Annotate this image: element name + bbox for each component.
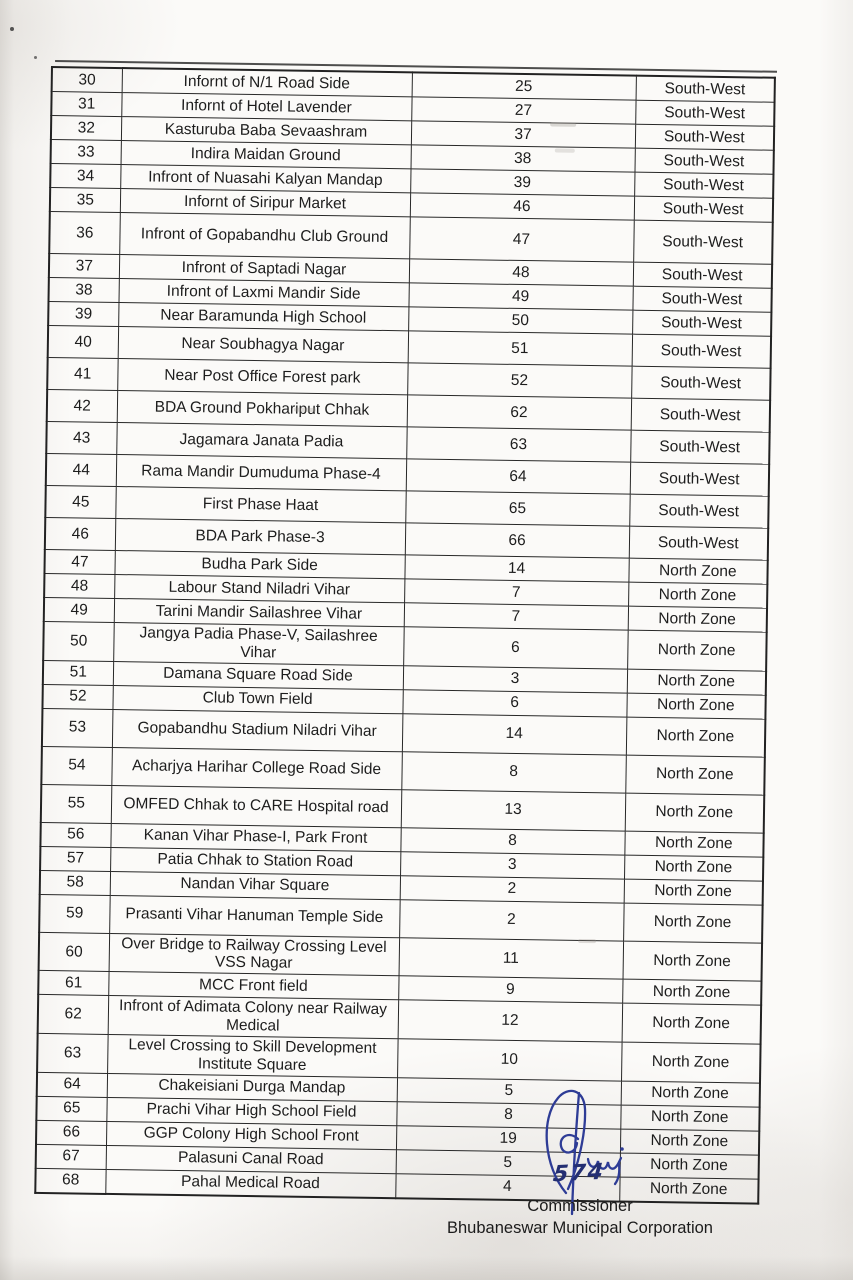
cell-serial-no: 61 xyxy=(38,971,108,996)
cell-serial-no: 59 xyxy=(39,894,110,933)
cell-serial-no: 32 xyxy=(51,116,121,141)
cell-location: Jangya Padia Phase-V, Sailashree Vihar xyxy=(113,622,404,665)
cell-location: Patia Chhak to Station Road xyxy=(110,847,400,875)
cell-zone: North Zone xyxy=(624,879,763,905)
scan-smudge xyxy=(294,408,316,412)
cell-location: Kasturuba Baba Sevaashram xyxy=(121,117,411,145)
cell-location: Over Bridge to Railway Crossing Level VSS Nagar xyxy=(109,933,400,976)
cell-serial-no: 68 xyxy=(35,1168,105,1194)
cell-zone: North Zone xyxy=(622,1003,762,1044)
cell-zone: North Zone xyxy=(622,979,761,1005)
cell-zone: North Zone xyxy=(626,693,765,719)
cell-zone: South-West xyxy=(632,286,771,312)
cell-location: BDA Ground Pokhariput Chhak xyxy=(117,391,407,427)
cell-zone: South-West xyxy=(633,262,772,288)
cell-zone: North Zone xyxy=(626,717,766,757)
cell-location: Tarini Mandir Sailashree Vihar xyxy=(114,598,404,626)
cell-zone: South-West xyxy=(632,334,771,368)
cell-serial-no: 58 xyxy=(40,870,110,895)
cell-count: 7 xyxy=(404,603,628,630)
cell-serial-no: 49 xyxy=(44,597,114,622)
cell-serial-no: 48 xyxy=(44,573,114,598)
cell-count: 4 xyxy=(395,1173,619,1201)
cell-location: First Phase Haat xyxy=(115,487,405,523)
cell-serial-no: 65 xyxy=(36,1096,106,1121)
cell-location: Jagamara Janata Padia xyxy=(116,423,406,459)
cell-zone: South-West xyxy=(630,430,769,464)
cell-zone: South-West xyxy=(634,172,773,198)
cell-serial-no: 64 xyxy=(37,1072,107,1097)
cell-serial-no: 41 xyxy=(47,357,117,390)
cell-zone: South-West xyxy=(632,310,771,336)
cell-location: Prasanti Vihar Hanuman Temple Side xyxy=(109,895,400,937)
handwritten-page-mark: 574 xyxy=(551,1159,607,1188)
cell-serial-no: 53 xyxy=(42,708,113,747)
cell-zone: North Zone xyxy=(620,1153,759,1179)
cell-serial-no: 56 xyxy=(40,822,110,847)
cell-count: 9 xyxy=(398,976,622,1003)
cell-serial-no: 30 xyxy=(52,67,122,93)
cell-count: 12 xyxy=(398,1000,623,1042)
cell-serial-no: 34 xyxy=(50,164,120,189)
cell-zone: South-West xyxy=(633,220,773,264)
cell-count: 10 xyxy=(397,1039,622,1081)
cell-zone: North Zone xyxy=(621,1081,760,1107)
cell-zone: South-West xyxy=(634,196,773,222)
cell-zone: North Zone xyxy=(621,1042,761,1083)
cell-count: 64 xyxy=(406,459,630,494)
cell-zone: North Zone xyxy=(624,831,763,857)
cell-serial-no: 57 xyxy=(40,846,110,871)
cell-location: Damana Square Road Side xyxy=(113,661,403,689)
scan-smudge xyxy=(555,148,575,152)
cell-count: 2 xyxy=(400,875,624,902)
cell-count: 5 xyxy=(397,1077,621,1104)
cell-zone: South-West xyxy=(631,398,770,432)
cell-location: Kanan Vihar Phase-I, Park Front xyxy=(110,823,400,851)
cell-serial-no: 45 xyxy=(45,485,115,518)
cell-serial-no: 51 xyxy=(43,660,113,685)
locations-table xyxy=(34,66,776,1204)
cell-count: 6 xyxy=(402,689,626,716)
cell-serial-no: 63 xyxy=(37,1033,108,1073)
cell-location: Labour Stand Niladri Vihar xyxy=(114,574,404,602)
cell-zone: South-West xyxy=(634,148,773,174)
scan-smudge xyxy=(578,939,596,943)
table-body xyxy=(35,67,775,1203)
cell-location: Infront of Adimata Colony near Railway Medical xyxy=(108,996,399,1039)
cell-zone: South-West xyxy=(630,462,769,496)
cell-count: 8 xyxy=(396,1101,620,1128)
cell-location: BDA Park Phase-3 xyxy=(115,519,405,555)
cell-zone: North Zone xyxy=(625,793,765,833)
cell-location: Acharjya Harihar College Road Side xyxy=(111,747,402,789)
cell-serial-no: 46 xyxy=(45,517,115,550)
cell-serial-no: 38 xyxy=(49,277,119,302)
cell-location: Budha Park Side xyxy=(114,551,404,579)
cell-count: 39 xyxy=(410,169,634,196)
cell-serial-no: 55 xyxy=(41,784,112,823)
cell-serial-no: 67 xyxy=(36,1144,106,1169)
cell-zone: North Zone xyxy=(627,630,767,671)
signature-title: Commissioner xyxy=(527,1197,633,1215)
cell-count: 65 xyxy=(405,491,629,526)
cell-zone: North Zone xyxy=(625,755,765,795)
cell-zone: South-West xyxy=(635,124,774,150)
cell-count: 46 xyxy=(410,193,634,220)
cell-count: 7 xyxy=(404,579,628,606)
cell-count: 19 xyxy=(396,1125,620,1152)
cell-serial-no: 31 xyxy=(51,92,121,117)
scan-speck xyxy=(34,56,37,59)
scan-speck xyxy=(10,27,14,31)
cell-zone: North Zone xyxy=(628,558,767,584)
cell-count: 27 xyxy=(411,97,635,124)
cell-zone: North Zone xyxy=(628,606,767,632)
cell-location: Palasuni Canal Road xyxy=(106,1145,396,1173)
cell-count: 37 xyxy=(411,121,635,148)
cell-count: 51 xyxy=(408,331,632,366)
cell-serial-no: 35 xyxy=(50,188,120,213)
signature-organization: Bhubaneswar Municipal Corporation xyxy=(447,1219,713,1237)
cell-location: Near Baramunda High School xyxy=(118,303,408,331)
scan-smudge xyxy=(550,122,576,126)
cell-location: Infront of Laxmi Mandir Side xyxy=(118,279,408,307)
cell-count: 25 xyxy=(412,72,636,100)
cell-serial-no: 66 xyxy=(36,1120,106,1145)
cell-zone: North Zone xyxy=(627,669,766,695)
locations-table-wrap xyxy=(34,66,774,1204)
cell-zone: North Zone xyxy=(619,1177,758,1204)
cell-location: Rama Mandir Dumuduma Phase-4 xyxy=(116,455,406,491)
cell-zone: South-West xyxy=(636,76,775,103)
cell-zone: South-West xyxy=(629,494,768,528)
cell-location: Infront of Saptadi Nagar xyxy=(119,255,409,283)
cell-count: 11 xyxy=(399,937,624,979)
cell-zone: South-West xyxy=(631,366,770,400)
cell-count: 50 xyxy=(408,307,632,334)
cell-location: Infront of Gopabandhu Club Ground xyxy=(119,213,410,259)
cell-zone: North Zone xyxy=(628,582,767,608)
cell-location: Infornt of Siripur Market xyxy=(120,189,410,217)
cell-location: OMFED Chhak to CARE Hospital road xyxy=(111,785,402,827)
cell-location: Infornt of N/1 Road Side xyxy=(122,68,412,97)
cell-count: 62 xyxy=(407,395,631,430)
cell-zone: North Zone xyxy=(620,1105,759,1131)
cell-location: GGP Colony High School Front xyxy=(106,1121,396,1149)
cell-zone: North Zone xyxy=(620,1129,759,1155)
cell-zone: North Zone xyxy=(623,903,763,943)
cell-count: 66 xyxy=(405,523,629,558)
cell-count: 48 xyxy=(409,259,633,286)
cell-serial-no: 62 xyxy=(38,995,109,1035)
cell-zone: South-West xyxy=(629,526,768,560)
cell-zone: North Zone xyxy=(624,855,763,881)
cell-serial-no: 54 xyxy=(41,746,112,785)
cell-count: 63 xyxy=(406,427,630,462)
cell-location: Level Crossing to Skill Development Institute Square xyxy=(107,1034,398,1077)
cell-count: 14 xyxy=(404,555,628,582)
cell-location: Gopabandhu Stadium Niladri Vihar xyxy=(112,709,403,751)
cell-serial-no: 39 xyxy=(48,301,118,326)
cell-serial-no: 42 xyxy=(47,389,117,422)
cell-serial-no: 40 xyxy=(48,325,118,358)
signature-block xyxy=(430,1085,730,1255)
cell-location: Infront of Nuasahi Kalyan Mandap xyxy=(120,165,410,193)
cell-count: 8 xyxy=(401,751,626,792)
cell-serial-no: 52 xyxy=(42,684,112,709)
cell-serial-no: 44 xyxy=(46,453,116,486)
cell-location: Nandan Vihar Square xyxy=(110,871,400,899)
cell-count: 49 xyxy=(408,283,632,310)
cell-serial-no: 37 xyxy=(49,253,119,278)
cell-count: 13 xyxy=(401,789,626,830)
cell-serial-no: 36 xyxy=(49,211,120,254)
cell-serial-no: 43 xyxy=(46,421,116,454)
cell-serial-no: 33 xyxy=(51,140,121,165)
cell-location: Club Town Field xyxy=(112,685,402,713)
cell-count: 52 xyxy=(407,363,631,398)
cell-count: 38 xyxy=(411,145,635,172)
cell-location: Pahal Medical Road xyxy=(105,1169,395,1198)
cell-location: Prachi Vihar High School Field xyxy=(106,1097,396,1125)
cell-count: 3 xyxy=(403,665,627,692)
cell-serial-no: 50 xyxy=(43,621,114,661)
cell-count: 47 xyxy=(409,217,634,262)
cell-location: MCC Front field xyxy=(108,972,398,1000)
cell-location: Indira Maidan Ground xyxy=(121,141,411,169)
cell-count: 5 xyxy=(396,1149,620,1176)
cell-count: 8 xyxy=(400,827,624,854)
cell-serial-no: 47 xyxy=(44,549,114,574)
cell-count: 14 xyxy=(402,713,627,754)
cell-zone: North Zone xyxy=(623,941,763,982)
cell-location: Near Post Office Forest park xyxy=(117,359,407,395)
cell-count: 6 xyxy=(403,627,628,669)
cell-count: 2 xyxy=(399,899,624,940)
cell-zone: South-West xyxy=(635,100,774,126)
cell-count: 3 xyxy=(400,851,624,878)
cell-serial-no: 60 xyxy=(39,932,110,972)
cell-location: Chakeisiani Durga Mandap xyxy=(107,1073,397,1101)
cell-location: Infornt of Hotel Lavender xyxy=(121,93,411,121)
cell-location: Near Soubhagya Nagar xyxy=(118,327,408,363)
